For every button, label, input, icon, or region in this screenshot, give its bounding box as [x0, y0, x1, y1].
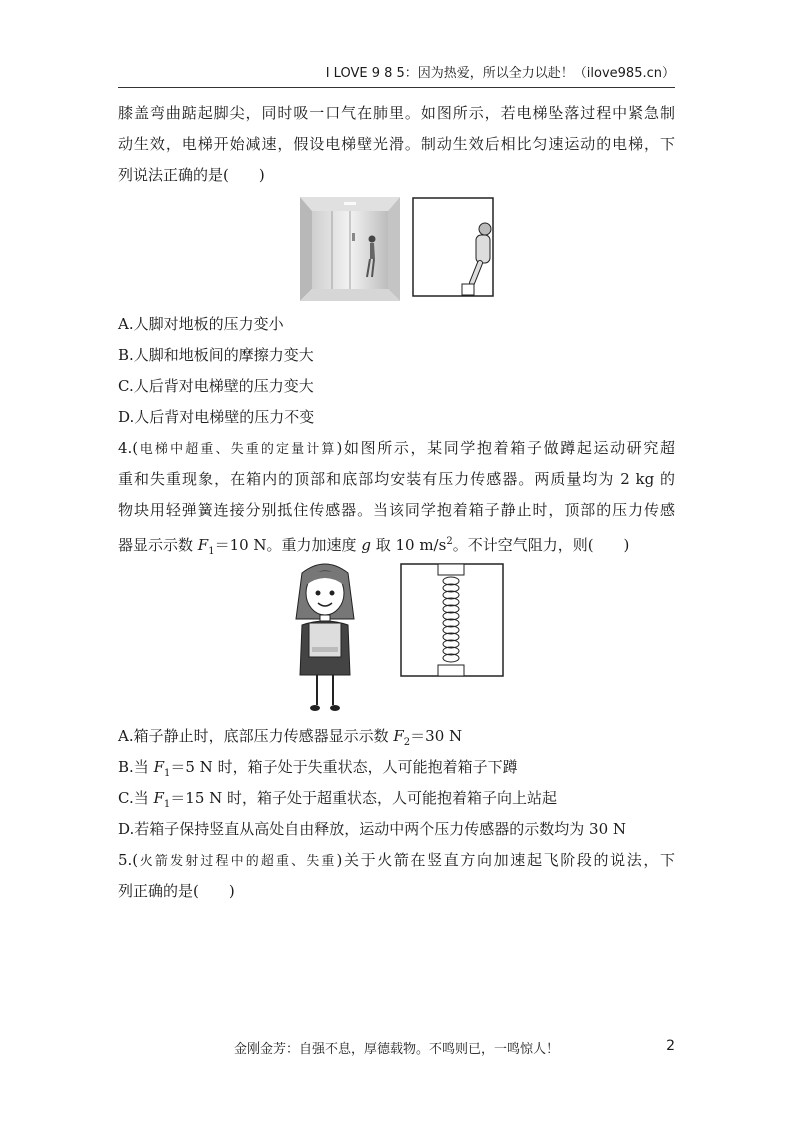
q4-option-c-sub: 1 — [163, 799, 171, 810]
box-spring-diagram-figure — [400, 563, 504, 677]
q4-option-c-text: C.当 — [118, 789, 154, 807]
q4-line-4 — [118, 526, 675, 557]
q4-option-d: D.若箱子保持竖直从高处自由释放，运动中两个压力传感器的示数均为 30 N — [118, 820, 627, 838]
q4-tag: 电梯中超重、失重的定量计算 — [138, 442, 337, 457]
q3-option-b: B.人脚和地板间的摩擦力变大 — [118, 346, 314, 364]
q4-option-c-var: F — [153, 789, 164, 807]
q4-option-a-value: ＝30 N — [410, 727, 463, 745]
q4-option-b-rest: ＝5 N 时，箱子处于失重状态，人可能抱着箱子下蹲 — [170, 758, 518, 776]
q4-sup-2: 2 — [446, 536, 453, 547]
q4-option-a-text: A.箱子静止时，底部压力传感器显示示数 — [118, 727, 394, 745]
q4-option-c — [118, 783, 675, 814]
q5-tag: 火箭发射过程中的超重、失重 — [138, 854, 337, 869]
q4-line-4-d: 。不计空气阻力，则( ) — [452, 536, 630, 554]
q4-line-2: 重和失重现象，在箱内的顶部和底部均安装有压力传感器。两质量均为 2 kg 的 — [118, 470, 675, 488]
q4-var-f: F — [197, 536, 209, 554]
page-content — [118, 98, 675, 907]
q5-line-2: 列正确的是( ) — [118, 882, 235, 900]
q4-line-4-b: ＝10 N。重力加速度 — [214, 536, 362, 554]
q4-sub-1: 1 — [208, 546, 215, 557]
q4-option-a-var: F — [393, 727, 404, 745]
page-header: I LOVE 9 8 5：因为热爱，所以全力以赴！（ilove985.cn） — [118, 62, 675, 88]
q3-line-1: 膝盖弯曲踮起脚尖，同时吸一口气在肺里。如图所示，若电梯坠落过程中紧急制 — [118, 104, 675, 122]
q3-option-d: D.人后背对电梯壁的压力不变 — [118, 408, 315, 426]
elevator-diagram-figure — [412, 197, 494, 297]
page-number: 2 — [666, 1038, 675, 1054]
q4-option-b — [118, 752, 675, 783]
q5-number: 5.( — [118, 851, 139, 869]
q4-var-g: g — [361, 536, 371, 554]
q4-option-b-var: F — [153, 758, 164, 776]
q4-line-4-c: 取 10 m/s — [370, 536, 447, 554]
q4-option-a-sub: 2 — [403, 737, 411, 748]
q4-option-c-rest: ＝15 N 时，箱子处于超重状态，人可能抱着箱子向上站起 — [170, 789, 558, 807]
q5-line-1 — [118, 845, 675, 876]
q4-line-4-a: 器显示示数 — [118, 536, 198, 554]
q4-option-b-sub: 1 — [163, 768, 171, 779]
q4-option-a — [118, 721, 675, 752]
q4-line-3: 物块用轻弹簧连接分别抵住传感器。当该同学抱着箱子静止时，顶部的压力传感 — [118, 501, 675, 519]
q4-option-b-text: B.当 — [118, 758, 154, 776]
q3-line-2: 动生效，电梯开始减速，假设电梯壁光滑。制动生效后相比匀速运动的电梯，下 — [118, 135, 675, 153]
q3-option-a: A.人脚对地板的压力变小 — [118, 315, 284, 333]
q4-number: 4.( — [118, 439, 139, 457]
q5-line-1-text: )关于火箭在竖直方向加速起飞阶段的说法，下 — [336, 851, 675, 869]
elevator-photo-figure — [300, 197, 400, 301]
q4-line-1 — [118, 433, 675, 464]
q4-figures — [118, 563, 675, 713]
q3-line-3: 列说法正确的是( ) — [118, 166, 265, 184]
girl-holding-box-figure — [290, 563, 360, 713]
q3-figures — [118, 197, 675, 301]
footer-motto: 金刚金芳：自强不息，厚德载物。不鸣则已，一鸣惊人！ — [233, 1042, 559, 1057]
q4-line-1-text: )如图所示，某同学抱着箱子做蹲起运动研究超 — [336, 439, 675, 457]
q3-option-c: C.人后背对电梯壁的压力变大 — [118, 377, 314, 395]
